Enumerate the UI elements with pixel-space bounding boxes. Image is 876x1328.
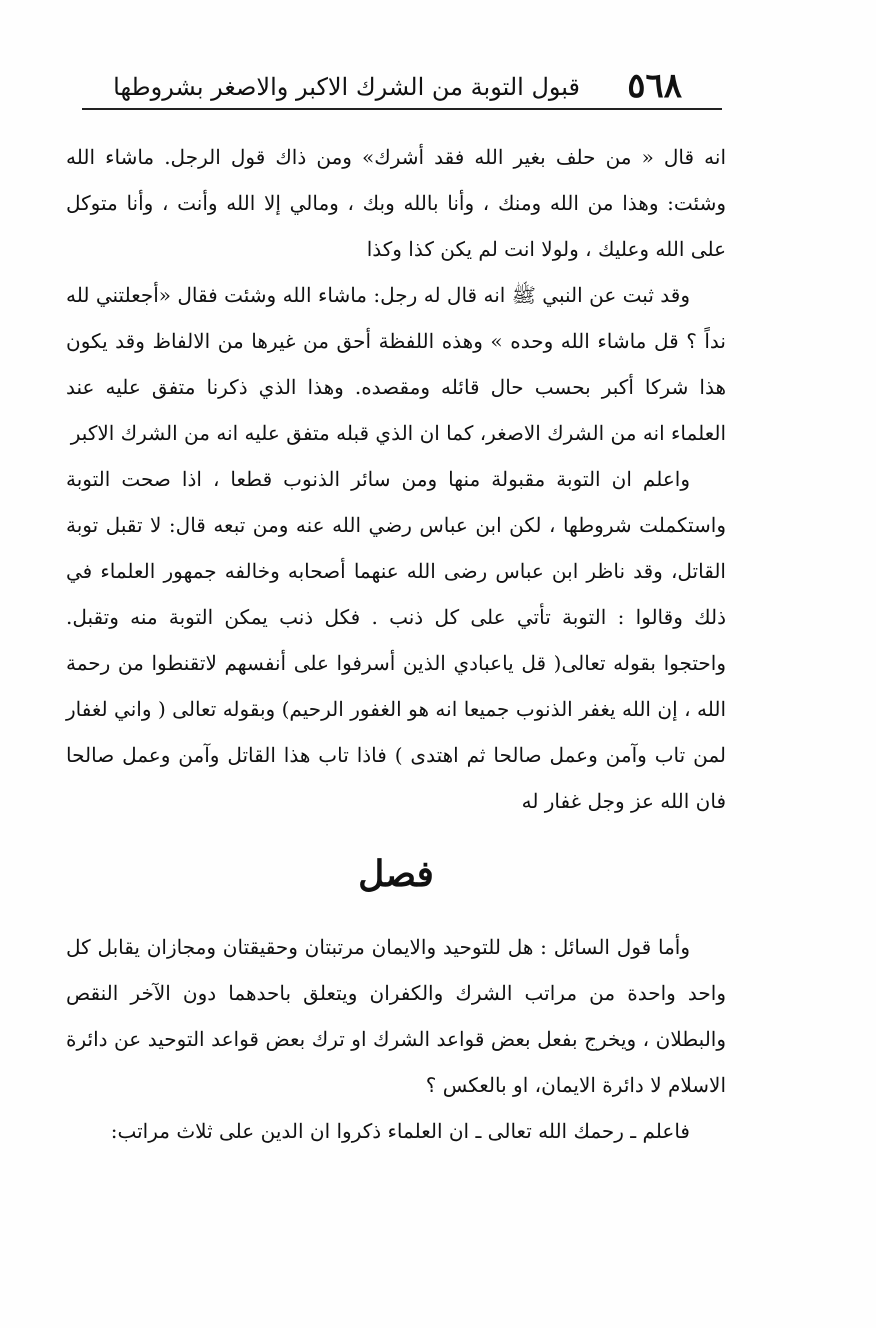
header-rule [82, 108, 722, 110]
paragraph-repentance: واعلم ان التوبة مقبولة منها ومن سائر الذنوب قطعا ، اذا صحت التوبة واستكملت شروطها ، لكن ابن عباس رضي الله عنه ومن تبعه قال: لا تقبل توبة القاتل، وقد ناظر ابن عباس رضى الله عنهما أصحابه وخالفه جمهور العلماء في ذلك وقالوا : التوبة تأتي على كل ذنب . فكل ذنب يمكن التوبة منه وتقبل. واحتجوا بقوله تعالى( قل ياعبادي الذين أسرفوا على أنفسهم لاتقنطوا من رحمة الله ، إن الله يغفر الذنوب جميعا انه هو الغفور الرحيم) وبقوله تعالى ( واني لغفار لمن تاب وآمن وعمل صالحا ثم اهتدى ) فاذا تاب هذا القاتل وآمن وعمل صالحا فان الله عز وجل غفار له [66, 467, 726, 813]
running-title: قبول التوبة من الشرك الاكبر والاصغر بشروطها [113, 73, 580, 101]
page-header [80, 62, 720, 110]
paragraph-hadith: وقد ثبت عن النبي ﷺ انه قال له رجل: ماشاء الله وشئت فقال «أجعلتني لله نداً ؟ قل ماشاء الله وحده » وهذه اللفظة أحق من غيرها من الالفاظ وقد يكون هذا شركا أكبر بحسب حال قائله ومقصده. وهذا الذي ذكرنا متفق عليه عند العلماء انه من الشرك الاصغر، كما ان الذي قبله متفق عليه انه من الشرك الاكبر [66, 283, 726, 445]
page-number: ٥٦٨ [627, 66, 682, 106]
page-body [66, 134, 726, 1154]
section-heading: فصل [358, 853, 434, 895]
paragraph-question: وأما قول السائل : هل للتوحيد والايمان مرتبتان وحقيقتان ومجازان يقابل كل واحد واحدة من مراتب الشرك والكفران ويتعلق باحدهما دون الآخر النقص والبطلان ، ويخرج بفعل بعض قواعد الشرك او ترك بعض قواعد التوحيد عن دائرة الاسلام لا دائرة الايمان، او بالعكس ؟ [66, 935, 726, 1097]
paragraph-answer: فاعلم ـ رحمك الله تعالى ـ ان العلماء ذكروا ان الدين على ثلاث مراتب: [110, 1119, 690, 1143]
paragraph-shirk-phrases: انه قال « من حلف بغير الله فقد أشرك» ومن ذاك قول الرجل. ماشاء الله وشئت: وهذا من الله ومنك ، وأنا بالله وبك ، ومالي إلا الله وأنت ، وأنا متوكل على الله وعليك ، ولولا انت لم يكن كذا وكذا [66, 145, 726, 261]
